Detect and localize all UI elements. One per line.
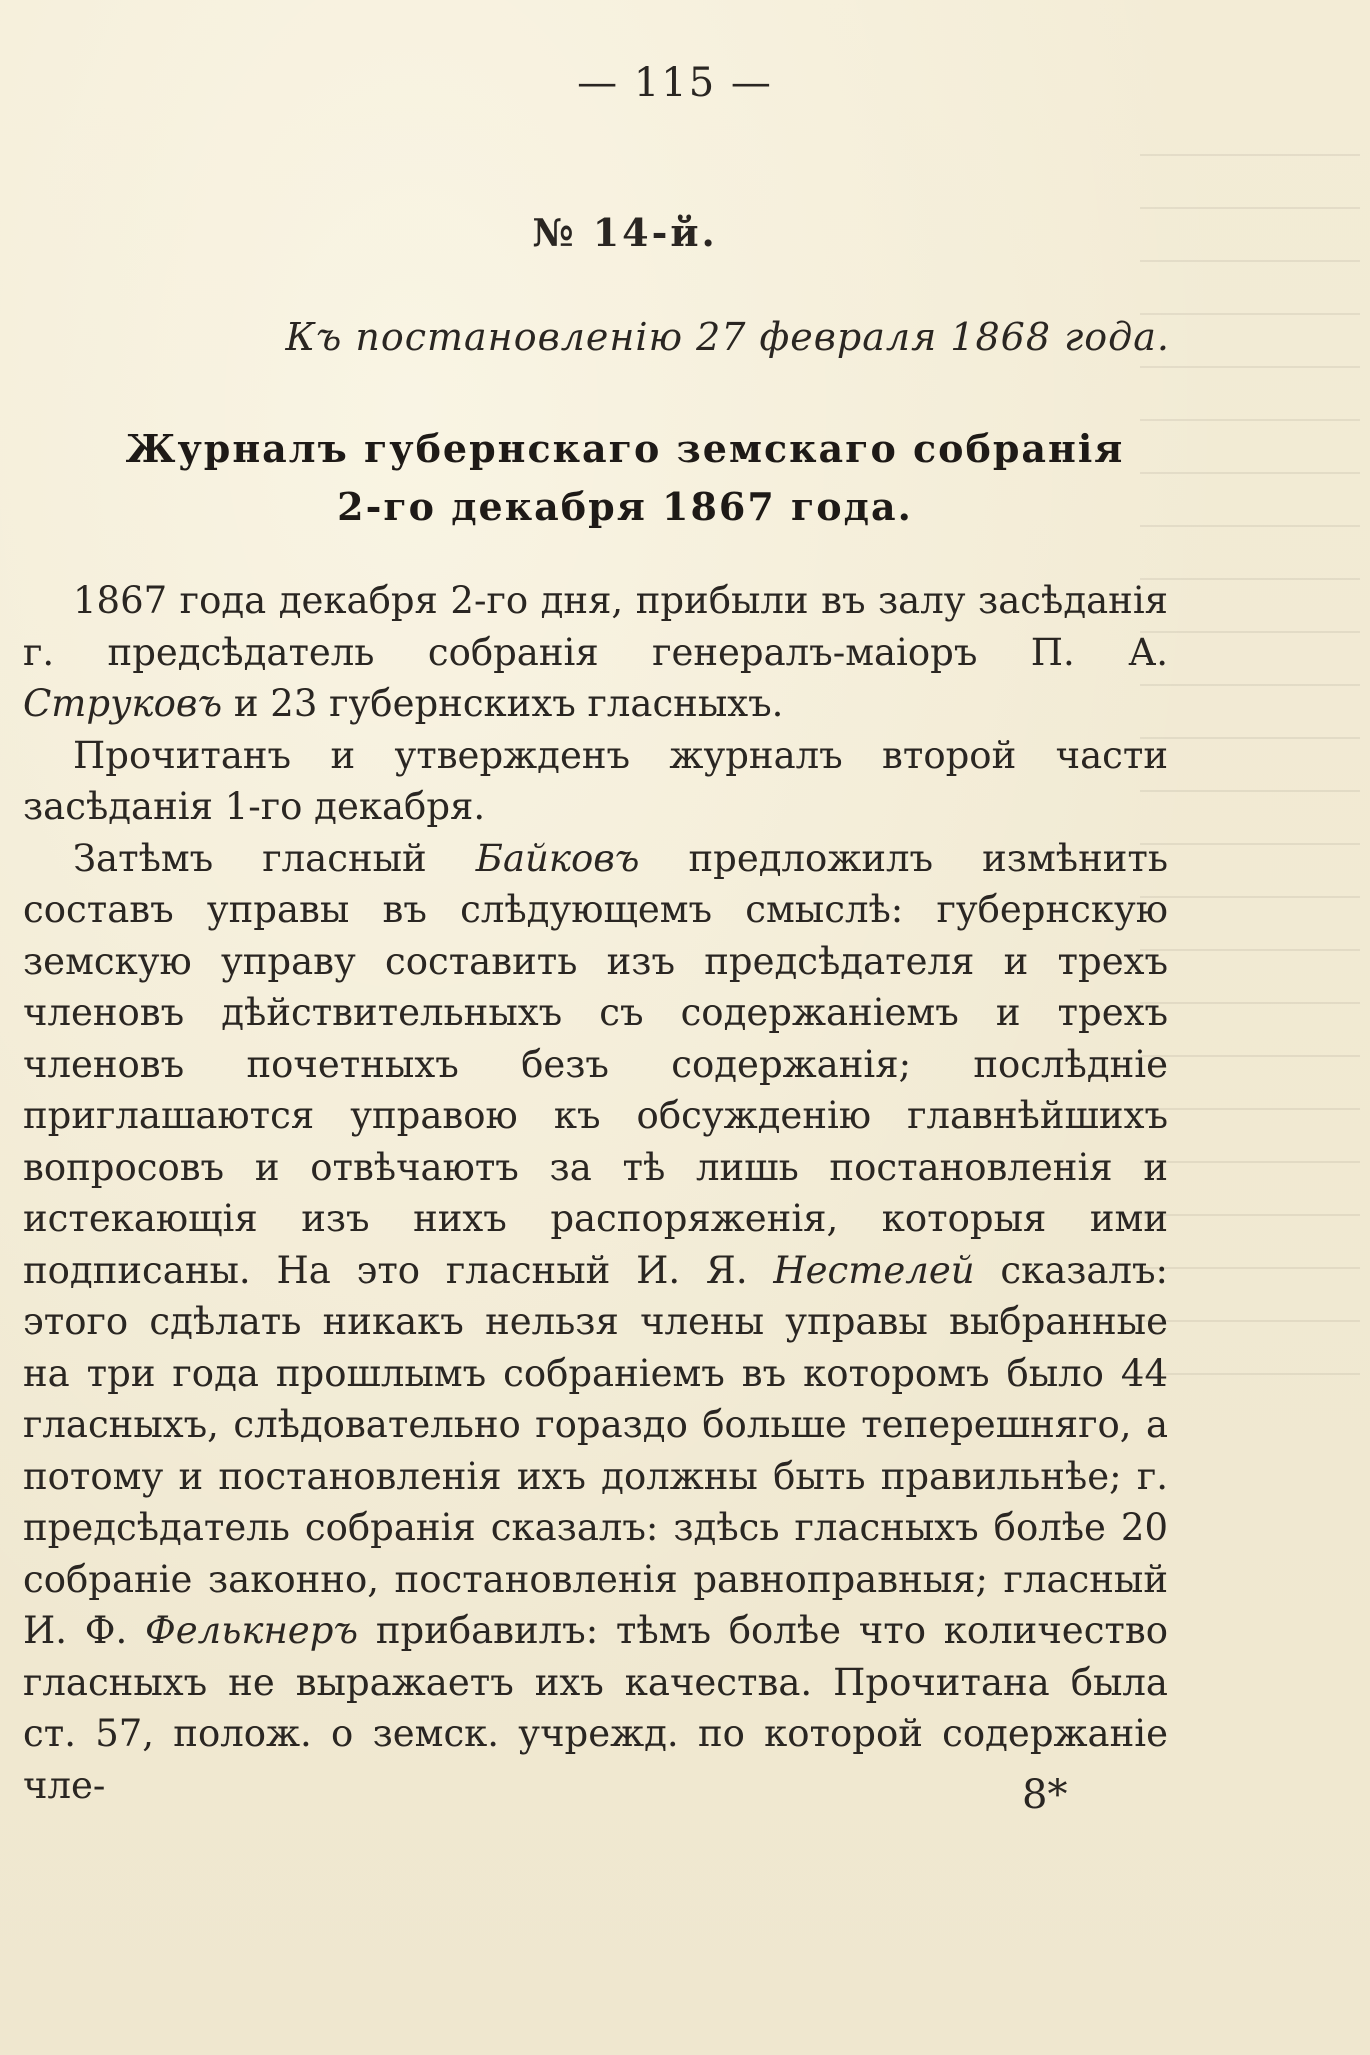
person-name-baikov: Байковъ bbox=[475, 836, 640, 880]
paragraph-1-text-a: 1867 года декабря 2-го дня, прибыли въ залу засѣданія г. предсѣдатель собранія генералъ-маіоръ П. А. bbox=[23, 579, 1168, 674]
journal-heading bbox=[0, 420, 1310, 536]
body-text bbox=[23, 575, 1168, 1811]
document-number: № 14-й. bbox=[532, 210, 718, 255]
journal-heading-line-2: 2-го декабря 1867 года. bbox=[337, 484, 913, 529]
bleed-through-texture bbox=[1140, 120, 1360, 1420]
paragraph-3-text-a: Затѣмъ гласный bbox=[73, 836, 476, 880]
person-name-nesteley: Нестелей bbox=[773, 1248, 975, 1292]
person-name-strukov: Струковъ bbox=[23, 682, 223, 725]
journal-heading-line-1: Журналъ губернскаго земскаго собранія bbox=[125, 426, 1125, 471]
paragraph-3-text-d: прибавилъ: тѣмъ болѣе что количество гласныхъ не выражаетъ ихъ качества. Прочитана была ст. 57, полож. о земск. учрежд. по которой содержаніе чле- bbox=[23, 1609, 1168, 1807]
paragraph-3 bbox=[23, 833, 1168, 1812]
paragraph-1-text-b: и 23 губернскихъ гласныхъ. bbox=[222, 682, 784, 725]
paragraph-2: Прочитанъ и утвержденъ журналъ второй части засѣданія 1-го декабря. bbox=[23, 733, 1168, 828]
resolution-reference: Къ постановленію 27 февраля 1868 года. bbox=[285, 315, 1170, 359]
page-number: — 115 — bbox=[577, 60, 773, 106]
printer-signature-mark: 8* bbox=[1022, 1772, 1068, 1818]
paragraph-1 bbox=[23, 575, 1168, 730]
paragraph-3-text-c: сказалъ: этого сдѣлать никакъ нельзя члены управы выбранные на три года прошлымъ собраніемъ въ которомъ было 44 гласныхъ, слѣдовательно гораздо больше теперешняго, а потому и постановленія ихъ должны быть правильнѣе; г. предсѣдатель собранія сказалъ: здѣсь гласныхъ болѣе 20 собраніе законно, постановленія равноправныя; гласный И. Ф. bbox=[23, 1248, 1169, 1652]
person-name-felkner: Фелькнеръ bbox=[145, 1609, 359, 1652]
paragraph-3-text-b: предложилъ измѣнить составъ управы въ слѣдующемъ смыслѣ: губернскую земскую управу составить изъ предсѣдателя и трехъ членовъ дѣйствительныхъ съ содержаніемъ и трехъ членовъ почетныхъ безъ содержанія; послѣдніе приглашаются управою къ обсужденію главнѣйшихъ вопросовъ и отвѣчаютъ за тѣ лишь постановленія и истекающія изъ нихъ распоряженія, которыя ими подписаны. На это гласный И. Я. bbox=[23, 836, 1168, 1292]
